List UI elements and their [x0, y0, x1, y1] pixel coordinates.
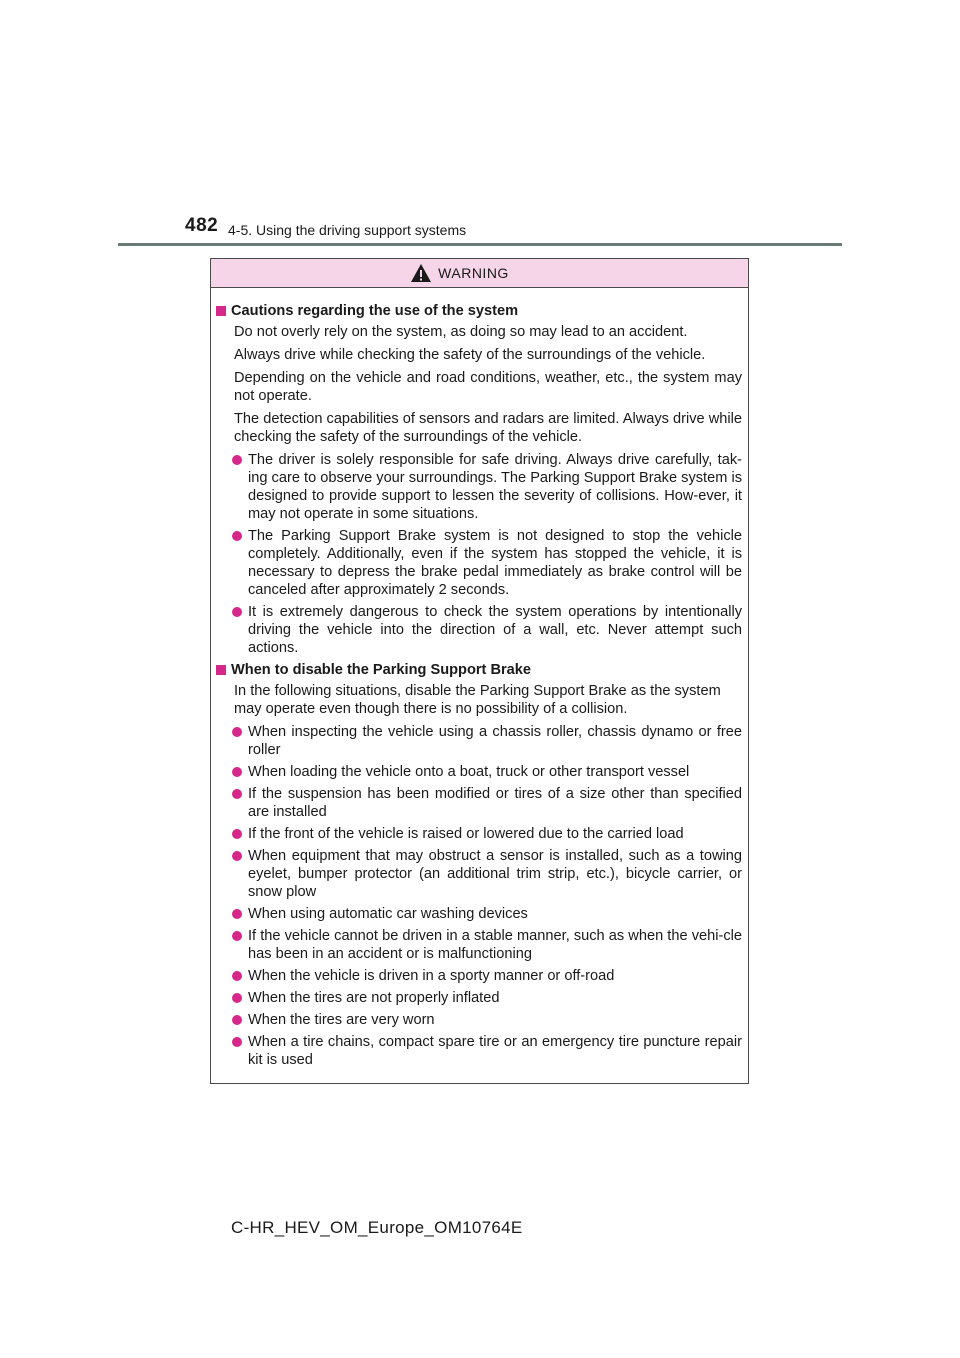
list-item-text: If the suspension has been modified or tires of a size other than specified are installed	[248, 786, 742, 820]
warning-triangle-icon	[410, 263, 432, 283]
round-bullet-icon	[232, 909, 242, 919]
round-bullet-icon	[232, 531, 242, 541]
warning-label: WARNING	[438, 265, 509, 281]
list-item-text: When loading the vehicle onto a boat, truck or other transport vessel	[248, 764, 690, 780]
paragraph: In the following situations, disable the Parking Support Brake as the system may operate even though there is no possibility of a collision.	[234, 683, 721, 717]
header-rule	[118, 243, 842, 246]
round-bullet-icon	[232, 1037, 242, 1047]
list-item-text: If the vehicle cannot be driven in a stable manner, such as when the vehi-cle has been in an accident or is malfunctioning	[248, 928, 742, 962]
list-item	[232, 905, 742, 923]
section-heading-cautions	[216, 302, 742, 320]
round-bullet-icon	[232, 727, 242, 737]
list-item-text: The Parking Support Brake system is not designed to stop the vehicle completely. Additionally, even if the system has stopped the vehicle, it is necessary to depress the brake pedal immediately as brake control will be canceled after approximately 2 seconds.	[248, 528, 742, 598]
list-item	[232, 1011, 742, 1029]
round-bullet-icon	[232, 829, 242, 839]
round-bullet-icon	[232, 993, 242, 1003]
paragraph: Always drive while checking the safety of the surroundings of the vehicle.	[234, 347, 706, 363]
round-bullet-icon	[232, 971, 242, 981]
list-item	[232, 785, 742, 821]
round-bullet-icon	[232, 1015, 242, 1025]
list-item-text: When inspecting the vehicle using a chassis roller, chassis dynamo or free roller	[248, 724, 742, 758]
list-item	[232, 989, 742, 1007]
list-item	[232, 603, 742, 657]
list-item	[232, 723, 742, 759]
warning-box	[210, 258, 749, 1084]
list-item-text: When a tire chains, compact spare tire or an emergency tire puncture repair kit is used	[248, 1034, 742, 1068]
list-item-text: When the tires are very worn	[248, 1012, 435, 1028]
list-item	[232, 927, 742, 963]
section-heading-disable	[216, 661, 742, 679]
page-number: 482	[185, 215, 219, 236]
list-item-text: When using automatic car washing devices	[248, 906, 528, 922]
list-item-text: When equipment that may obstruct a sensor is installed, such as a towing eyelet, bumper protector (an additional trim strip, etc.), bicycle carrier, or snow plow	[248, 848, 742, 900]
round-bullet-icon	[232, 789, 242, 799]
round-bullet-icon	[232, 767, 242, 777]
list-item	[232, 967, 742, 985]
manual-code: C-HR_HEV_OM_Europe_OM10764E	[231, 1218, 523, 1237]
paragraph: Depending on the vehicle and road conditions, weather, etc., the system may not operate.	[234, 370, 742, 404]
square-bullet-icon	[216, 306, 226, 316]
list-item	[232, 527, 742, 599]
list-item	[232, 847, 742, 901]
round-bullet-icon	[232, 931, 242, 941]
list-item	[232, 763, 742, 781]
list-item-text: If the front of the vehicle is raised or lowered due to the carried load	[248, 826, 684, 842]
list-item-text: When the tires are not properly inflated	[248, 990, 500, 1006]
list-item-text: When the vehicle is driven in a sporty manner or off-road	[248, 968, 615, 984]
round-bullet-icon	[232, 607, 242, 617]
list-item-text: The driver is solely responsible for safe driving. Always drive carefully, tak-ing care to observe your surroundings. The Parking Support Brake system is designed to provide support to lessen the severity of collisions. How-ever, it may not operate in some situations.	[248, 452, 742, 522]
list-item	[232, 451, 742, 523]
warning-header	[211, 259, 748, 288]
paragraph: Do not overly rely on the system, as doing so may lead to an accident.	[234, 324, 688, 340]
list-item	[232, 825, 742, 843]
heading-text: When to disable the Parking Support Brake	[231, 662, 532, 678]
round-bullet-icon	[232, 851, 242, 861]
round-bullet-icon	[232, 455, 242, 465]
paragraph: The detection capabilities of sensors and radars are limited. Always drive while checking the safety of the surroundings of the vehicle.	[234, 411, 742, 445]
list-item	[232, 1033, 742, 1069]
warning-body	[211, 288, 748, 1069]
section-title: 4-5. Using the driving support systems	[228, 222, 467, 238]
square-bullet-icon	[216, 665, 226, 675]
heading-text: Cautions regarding the use of the system	[231, 303, 519, 319]
list-item-text: It is extremely dangerous to check the system operations by intentionally driving the vehicle into the direction of a wall, etc. Never attempt such actions.	[248, 604, 742, 656]
